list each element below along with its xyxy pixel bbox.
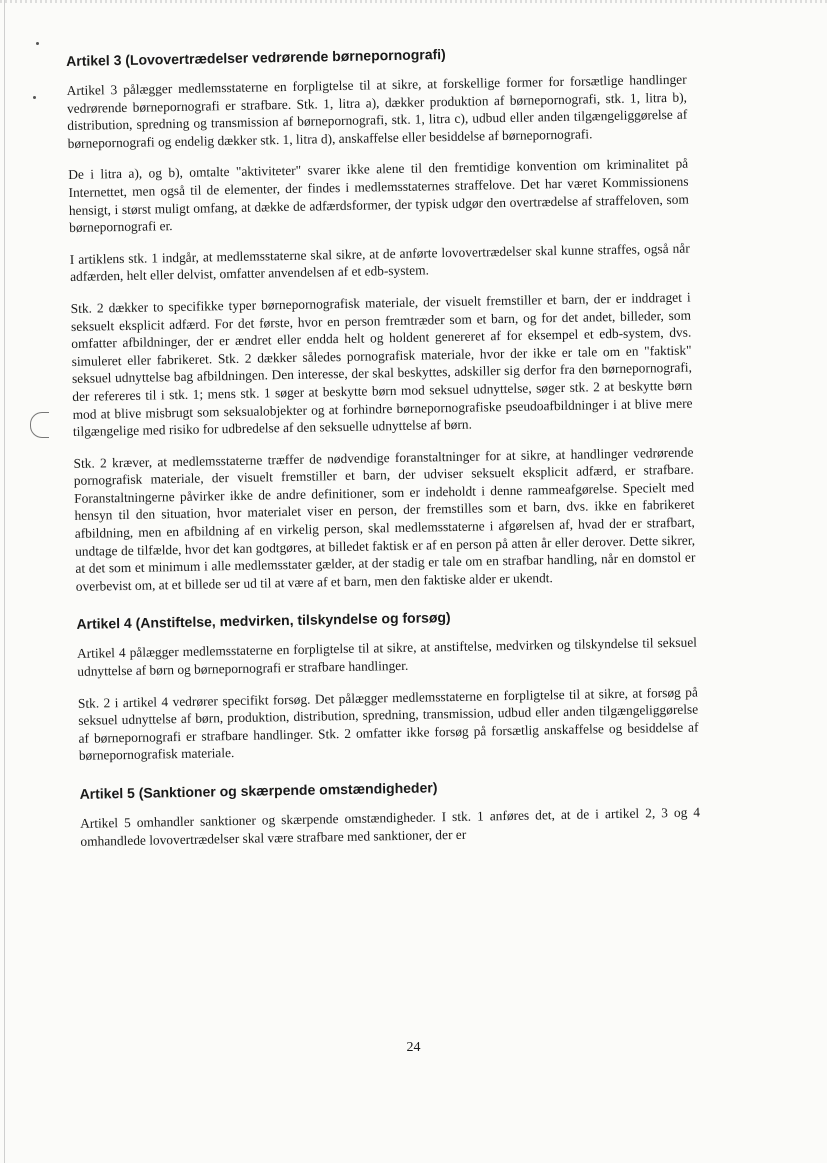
paragraph: Artikel 5 omhandler sanktioner og skærpende omstændigheder. I stk. 1 anføres det, at de i artikel 2, 3 og 4 omhandlede lovovertrædelser skal være strafbare med sanktioner, der er <box>80 804 701 849</box>
document-body <box>66 41 701 864</box>
paragraph: Stk. 2 i artikel 4 vedrører specifikt forsøg. Det pålægger medlemsstaterne en forpligtelse til at sikre, at forsøg på seksuel udnyttelse af børn, produktion, distribution, spredning, transmission, udbud eller anden tilgængeliggørelse af børnepornografi er strafbare handlinger. Stk. 2 omfatter ikke forsøg på forsætlig anskaffelse og besiddelse af børnepornografisk materiale. <box>77 684 699 764</box>
section-heading-artikel-3: Artikel 3 (Lovovertrædelser vedrørende børnepornografi) <box>66 46 446 69</box>
scan-speck <box>36 42 39 45</box>
scan-edge-top <box>0 0 827 3</box>
paragraph: Artikel 4 pålægger medlemsstaterne en forpligtelse til at sikre, at anstiftelse, medvirken og tilskyndelse til seksuel udnyttelse af børn og børnepornografi er strafbare handlinger. <box>76 634 698 679</box>
page-number: 24 <box>406 1040 421 1055</box>
scan-speck <box>33 96 36 99</box>
paragraph: I artiklens stk. 1 indgår, at medlemsstaterne skal sikre, at de anførte lovovertrædelser skal kunne straffes, også når adfærden, helt eller delvist, omfatter anvendelsen af et edb-system. <box>69 240 690 285</box>
paragraph: Artikel 3 pålægger medlemsstaterne en forpligtelse til at sikre, at forskellige former for forsætlige handlinger vedrørende børnepornografi er strafbare. Stk. 1, litra a), dækker produktion af børnepornografi, stk. 1, litra b), distribution, spredning og transmission af børnepornografi, stk. 1, litra c), udbud eller anden tilgængeliggørelse af børnepornografi og endelig dækker stk. 1, litra d), anskaffelse eller besiddelse af børnepornografi. <box>66 71 688 151</box>
punch-hole-mark <box>30 412 49 438</box>
paragraph: Stk. 2 dækker to specifikke typer børnepornografisk materiale, der visuelt fremstiller et barn, der er inddraget i seksuelt eksplicit adfærd. For det første, hvor en person fremtræder som et barn, og for det andet, billeder, som omfatter afbildninger, der er ændret eller endda helt og holdent genereret af for eksempel et edb-system, dvs. simuleret eller fabrikeret. Stk. 2 dækker således pornografisk materiale, hvor der ikke er tale om en "faktisk" seksuel udnyttelse bag afbildningen. Den interesse, der skal beskyttes, adskiller sig derfor fra den børnepornografi, der refereres til i stk. 1; mens stk. 1 søger at beskytte børn mod seksuel udnyttelse, søger stk. 2 at beskytte børn mod at blive misbrugt som seksualobjekter og at forhindre børnepornografiske pseudoafbildninger i at blive mere tilgængelige med risiko for udbredelse af den seksuelle udnyttelse af børn. <box>70 289 693 440</box>
scan-edge-left <box>4 0 5 1163</box>
paragraph: Stk. 2 kræver, at medlemsstaterne træffer de nødvendige foranstaltninger for at sikre, at handlinger vedrørende pornografisk materiale, der visuelt fremstiller et barn, der udviser seksuelt eksplicit adfærd, er strafbare. Foranstaltningerne påvirker ikke de andre definitioner, som er indeholdt i denne rammeafgørelse. Specielt med hensyn til den situation, hvor materialet viser en person, der fremstilles som et barn, dvs. ikke en fabrikeret afbildning, men en afbildning af en virkelig person, skal medlemsstaterne i afgørelsen af, hvad der er strafbart, undtage de tilfælde, hvor det kan godtgøres, at billedet faktisk er af en person på atten år eller derover. Dette sikrer, at det som et minimum i alle medlemsstater gælder, at der stadig er tale om en strafbar handling, når en domstol er overbevist om, at et billede ser ud til at være af et barn, men den faktiske alder er ukendt. <box>73 444 696 594</box>
paragraph: De i litra a), og b), omtalte "aktiviteter" svarer ikke alene til den fremtidige konvention om kriminalitet på Internettet, men også til de elementer, der findes i medlemsstaternes straffelove. Det har været Kommissionens hensigt, i størst muligt omfang, at dække de adfærdsformer, der typisk udgør den overtrædelse af straffeloven, som børnepornografi er. <box>68 155 689 236</box>
section-heading-artikel-4: Artikel 4 (Anstiftelse, medvirken, tilskyndelse og forsøg) <box>76 609 451 633</box>
section-heading-artikel-5: Artikel 5 (Sanktioner og skærpende omstændigheder) <box>79 779 438 802</box>
